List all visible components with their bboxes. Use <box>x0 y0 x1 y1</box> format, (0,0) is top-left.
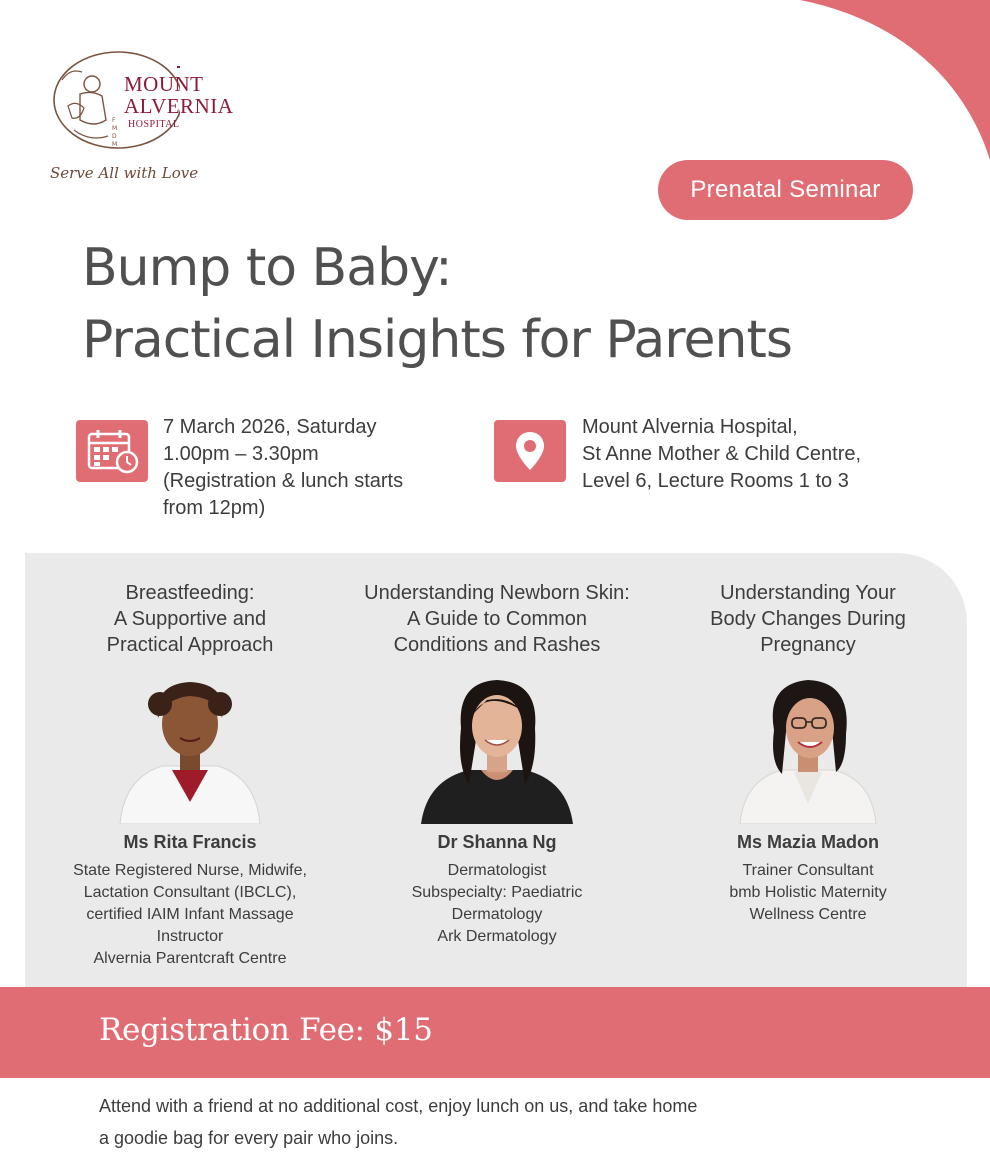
logo-tagline: Serve All with Love <box>50 164 199 182</box>
speaker-card <box>357 580 637 980</box>
svg-text:M: M <box>112 125 118 132</box>
speaker-photo <box>110 674 270 824</box>
speaker-credentials <box>668 860 948 926</box>
promo-note <box>99 1090 697 1154</box>
credential-line: Subspecialty: Paediatric <box>411 884 583 901</box>
svg-text:F: F <box>112 117 116 124</box>
event-location <box>582 414 861 495</box>
topic-line: Conditions and Rashes <box>393 634 601 656</box>
credential-line: Ark Dermatology <box>437 928 557 945</box>
topic-line: Practical Approach <box>106 634 274 656</box>
event-datetime <box>163 414 403 522</box>
map-pin-icon <box>494 420 566 482</box>
credential-line: Lactation Consultant (IBCLC), <box>83 884 297 901</box>
speaker-card <box>668 580 948 980</box>
logo-wordmark <box>124 74 233 130</box>
topic-line: A Supportive and <box>113 608 267 630</box>
registration-note-line: (Registration & lunch starts <box>163 470 404 492</box>
logo-name-line3: HOSPITAL <box>128 119 180 130</box>
credential-line: State Registered Nurse, Midwife, <box>73 862 307 879</box>
speaker-photo <box>728 674 888 824</box>
credential-line: certified IAIM Infant Massage <box>86 906 294 923</box>
credential-line: Alvernia Parentcraft Centre <box>93 950 287 967</box>
credential-line: bmb Holistic Maternity <box>729 884 887 901</box>
speaker-credentials <box>50 860 330 970</box>
logo-name-line1: MOUNT <box>124 72 204 96</box>
hospital-logo <box>50 50 250 190</box>
credential-line: Instructor <box>156 928 224 945</box>
speaker-topic <box>50 580 330 658</box>
title-line1: Bump to Baby: <box>82 238 452 298</box>
speaker-name: Dr Shanna Ng <box>437 832 557 852</box>
note-line: Attend with a friend at no additional cost, enjoy lunch on us, and take home <box>99 1096 698 1116</box>
speaker-credentials <box>357 860 637 948</box>
credential-line: Wellness Centre <box>749 906 867 923</box>
speaker-card <box>50 580 330 980</box>
topic-line: Understanding Newborn Skin: <box>364 582 630 604</box>
date-line: 7 March 2026, Saturday <box>163 416 377 438</box>
topic-line: Breastfeeding: <box>125 582 255 604</box>
page-title <box>82 232 792 376</box>
credential-line: Dermatologist <box>447 862 547 879</box>
note-line: a goodie bag for every pair who joins. <box>99 1128 399 1148</box>
location-line: Level 6, Lecture Rooms 1 to 3 <box>582 470 849 492</box>
speaker-name: Ms Mazia Madon <box>736 832 879 852</box>
speaker-topic <box>357 580 637 658</box>
svg-text:M: M <box>112 141 118 148</box>
speaker-topic <box>668 580 948 658</box>
topic-line: Pregnancy <box>760 634 856 656</box>
speaker-name: Ms Rita Francis <box>123 832 257 852</box>
location-line: St Anne Mother & Child Centre, <box>582 443 862 465</box>
seminar-badge: Prenatal Seminar <box>658 160 913 220</box>
registration-note-line: from 12pm) <box>163 497 266 519</box>
time-line: 1.00pm – 3.30pm <box>163 443 319 465</box>
credential-line: Trainer Consultant <box>742 862 874 879</box>
speaker-photo <box>417 674 577 824</box>
topic-line: Understanding Your <box>720 582 896 604</box>
logo-name-line2: ALVERNIA <box>124 94 234 118</box>
calendar-clock-icon <box>76 420 148 482</box>
topic-line: A Guide to Common <box>406 608 588 630</box>
topic-line: Body Changes During <box>710 608 906 630</box>
credential-line: Dermatology <box>451 906 543 923</box>
title-line2: Practical Insights for Parents <box>82 310 792 370</box>
registration-fee-band <box>0 987 990 1078</box>
registration-fee: Registration Fee: $15 <box>99 1012 433 1048</box>
svg-text:D: D <box>112 133 117 140</box>
location-line: Mount Alvernia Hospital, <box>582 416 798 438</box>
